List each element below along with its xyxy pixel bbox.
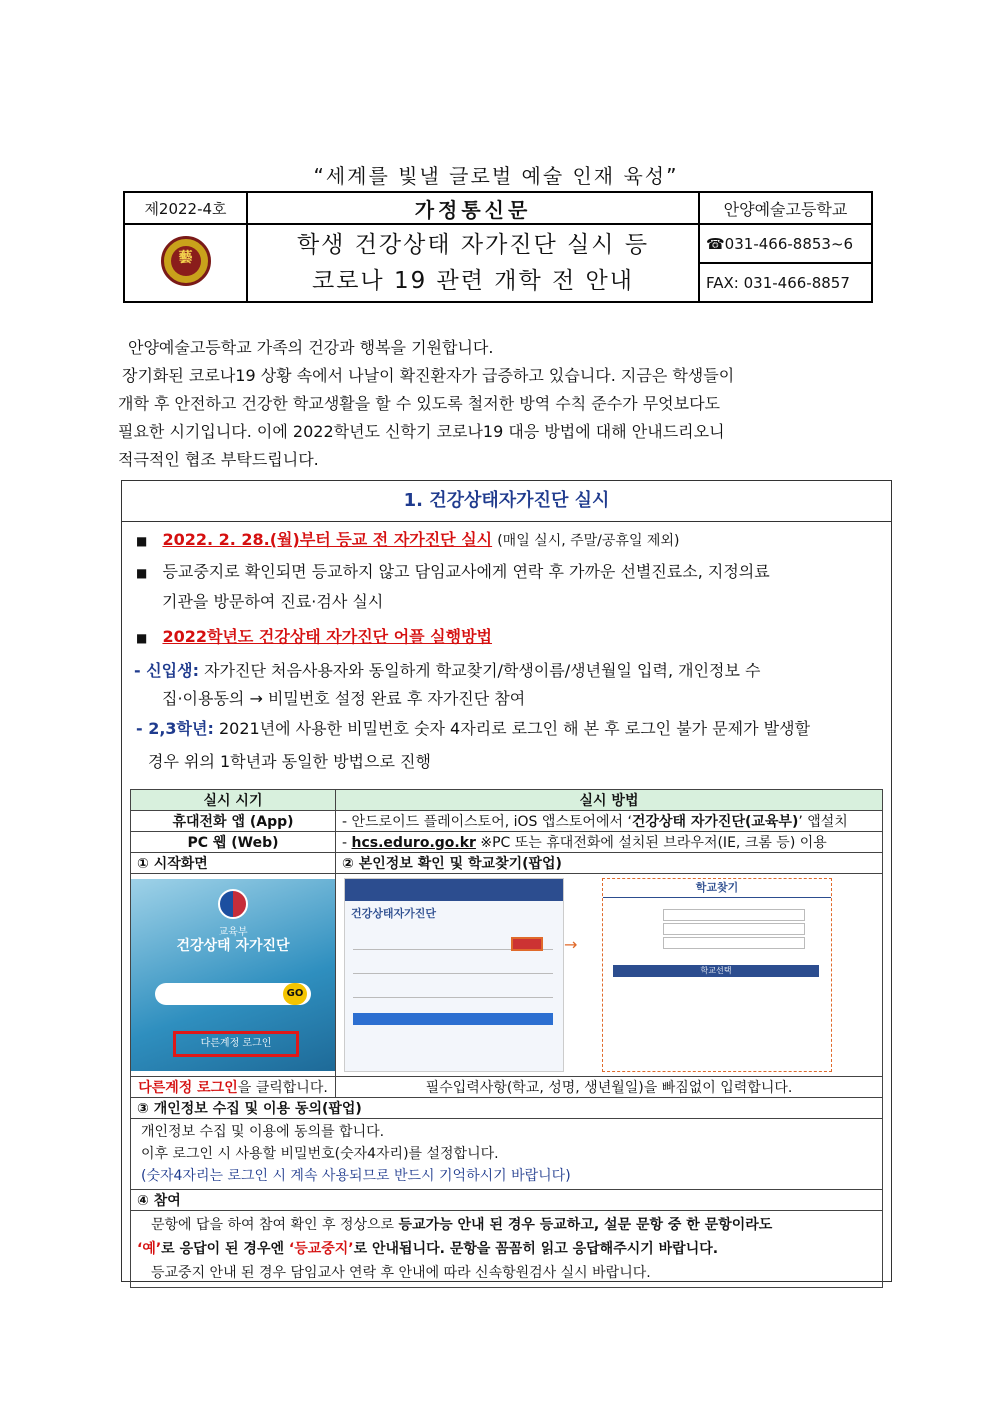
intro-line: 개학 후 안전하고 건강한 학교생활을 할 수 있도록 철저한 방역 수칙 준수가 무엇보다도 <box>118 394 720 413</box>
step2-image-cell <box>336 874 883 1077</box>
section-box <box>121 480 892 1282</box>
bullet-school-stop <box>136 560 770 585</box>
bullet-text: 등교중지로 확인되면 등교하지 않고 담임교사에게 연락 후 가까운 선별진료소, 지정의료 <box>162 562 770 581</box>
step3-content: 개인정보 수집 및 이용에 동의를 합니다. 이후 로그인 시 사용할 비밀번호(숫자4자리)를 설정합니다. (숫자4자리는 로그인 시 계속 사용되므로 반드시 기억하시기 바랍니다) <box>131 1119 883 1190</box>
school-search-button[interactable] <box>511 937 543 951</box>
web-url-link[interactable]: hcs.eduro.go.kr <box>351 835 476 851</box>
title-line-1: 학생 건강상태 자가진단 실시 등 <box>296 232 650 258</box>
step4-label: ④ 참여 <box>131 1190 883 1211</box>
step1-caption: 다른계정 로그인을 클릭합니다. <box>131 1077 336 1098</box>
step3-label: ③ 개인정보 수집 및 이용 동의(팝업) <box>131 1098 883 1119</box>
bullet-icon: ■ <box>136 566 148 580</box>
web-row-method: - hcs.eduro.go.kr ※PC 또는 휴대전화에 설치된 브라우저(IE, 크롬 등) 이용 <box>336 832 883 853</box>
web-row-label: PC 웹 (Web) <box>131 832 336 853</box>
newsletter-label: 가정통신문 <box>247 192 699 224</box>
new-student-text-cont: 집·이용동의 → 비밀번호 설정 완료 후 자가진단 참여 <box>162 689 526 708</box>
col-header-time: 실시 시기 <box>131 790 336 811</box>
other-account-login-button[interactable]: 다른계정 로그인 <box>173 1031 299 1057</box>
issue-number: 제2022-4호 <box>124 192 247 224</box>
confirm-button[interactable] <box>353 1013 553 1025</box>
header-table <box>123 191 873 303</box>
new-student-text: 자가진단 처음사용자와 동일하게 학교찾기/학생이름/생년월일 입력, 개인정보 수 <box>204 661 761 680</box>
bullet-icon: ■ <box>136 631 148 645</box>
app-row-method: - 안드로이드 플레이스토어, iOS 앱스토어에서 ‘건강상태 자가진단(교육부)’ 앱설치 <box>336 811 883 832</box>
app-row-label: 휴대전화 앱 (App) <box>131 811 336 832</box>
go-button[interactable]: GO <box>283 983 307 1005</box>
section-title: 1. 건강상태자가진단 실시 <box>122 481 891 522</box>
intro-line: 필요한 시기입니다. 이에 2022학년도 신학기 코로나19 대응 방법에 대해 안내드리오니 <box>118 422 725 441</box>
name-field[interactable] <box>353 961 553 974</box>
korea-emblem-icon <box>218 889 248 919</box>
step1-image-cell <box>131 874 336 1077</box>
title-line-2: 코로나 19 관련 개학 전 안내 <box>311 268 634 294</box>
school-search-popup-screenshot: 학교찾기 학교선택 <box>602 878 832 1072</box>
step2-caption: 필수입력사항(학교, 성명, 생년월일)을 빠짐없이 입력합니다. <box>336 1077 883 1098</box>
document-title <box>247 224 699 302</box>
method-table <box>130 789 883 1288</box>
bullet-icon: ■ <box>136 534 148 548</box>
intro-line: 적극적인 협조 부탁드립니다. <box>118 450 319 469</box>
birthdate-field[interactable] <box>353 985 553 998</box>
intro-line: 장기화된 코로나19 상황 속에서 나날이 확진환자가 급증하고 있습니다. 지금은 학생들이 <box>122 366 735 385</box>
identity-screen-screenshot: 건강상태자가진단 <box>344 878 564 1072</box>
select-school-button[interactable]: 학교선택 <box>613 965 819 977</box>
bullet-app-method <box>136 625 492 650</box>
school-name: 안양예술고등학교 <box>699 192 872 224</box>
returning-student-text-cont: 경우 위의 1학년과 동일한 방법으로 진행 <box>148 752 431 771</box>
start-date-text: 2022. 2. 28.(월)부터 등교 전 자가진단 실시 <box>162 530 493 549</box>
bullet-self-check-start <box>136 528 679 553</box>
intro-line: 안양예술고등학교 가족의 건강과 행복을 기원합니다. <box>128 338 494 357</box>
phone-number: ☎031-466-8853~6 <box>699 224 872 263</box>
step2-label: ② 본인정보 확인 및 학교찾기(팝업) <box>336 853 883 874</box>
returning-student-label: - 2,3학년: <box>136 719 214 738</box>
new-student-label: - 신입생: <box>134 661 199 680</box>
step4-content: 문항에 답을 하여 참여 확인 후 정상으로 등교가능 안내 된 경우 등교하고, 설문 문항 중 한 문항이라도 ‘예’로 응답이 된 경우엔 ‘등교중지’로 안내됩니다. 문항을 꼼꼼히 읽고 응답해주시기 바랍니다. 등교중지 안내 된 경우 담임교사 연락 후 안내에 따라 신속항원검사 실시 바랍니다. <box>131 1211 883 1288</box>
col-header-method: 실시 방법 <box>336 790 883 811</box>
new-student-line <box>134 659 761 683</box>
returning-student-text: 2021년에 사용한 비밀번호 숫자 4자리로 로그인 해 본 후 로그인 불가 문제가 발생할 <box>218 719 811 738</box>
start-date-note: (매일 실시, 주말/공휴일 제외) <box>497 533 680 549</box>
school-name-input[interactable] <box>663 937 805 949</box>
returning-student-line <box>136 717 810 741</box>
school-seal-icon: 藝 <box>161 236 211 286</box>
region-select[interactable] <box>663 909 805 921</box>
school-level-select[interactable] <box>663 923 805 935</box>
step1-label: ① 시작화면 <box>131 853 336 874</box>
intro-text <box>118 334 878 474</box>
school-logo <box>124 224 247 302</box>
arrow-right-icon: → <box>564 935 578 954</box>
bullet-text-cont: 기관을 방문하여 진료·검사 실시 <box>162 592 384 611</box>
fax-number: FAX: 031-466-8857 <box>699 263 872 302</box>
slogan: “세계를 빛낼 글로벌 예술 인재 육성” <box>313 164 679 188</box>
app-method-title: 2022학년도 건강상태 자가진단 어플 실행방법 <box>162 627 493 646</box>
start-screen-screenshot: 교육부 건강상태 자가진단 GO 다른계정 로그인 <box>131 879 335 1071</box>
